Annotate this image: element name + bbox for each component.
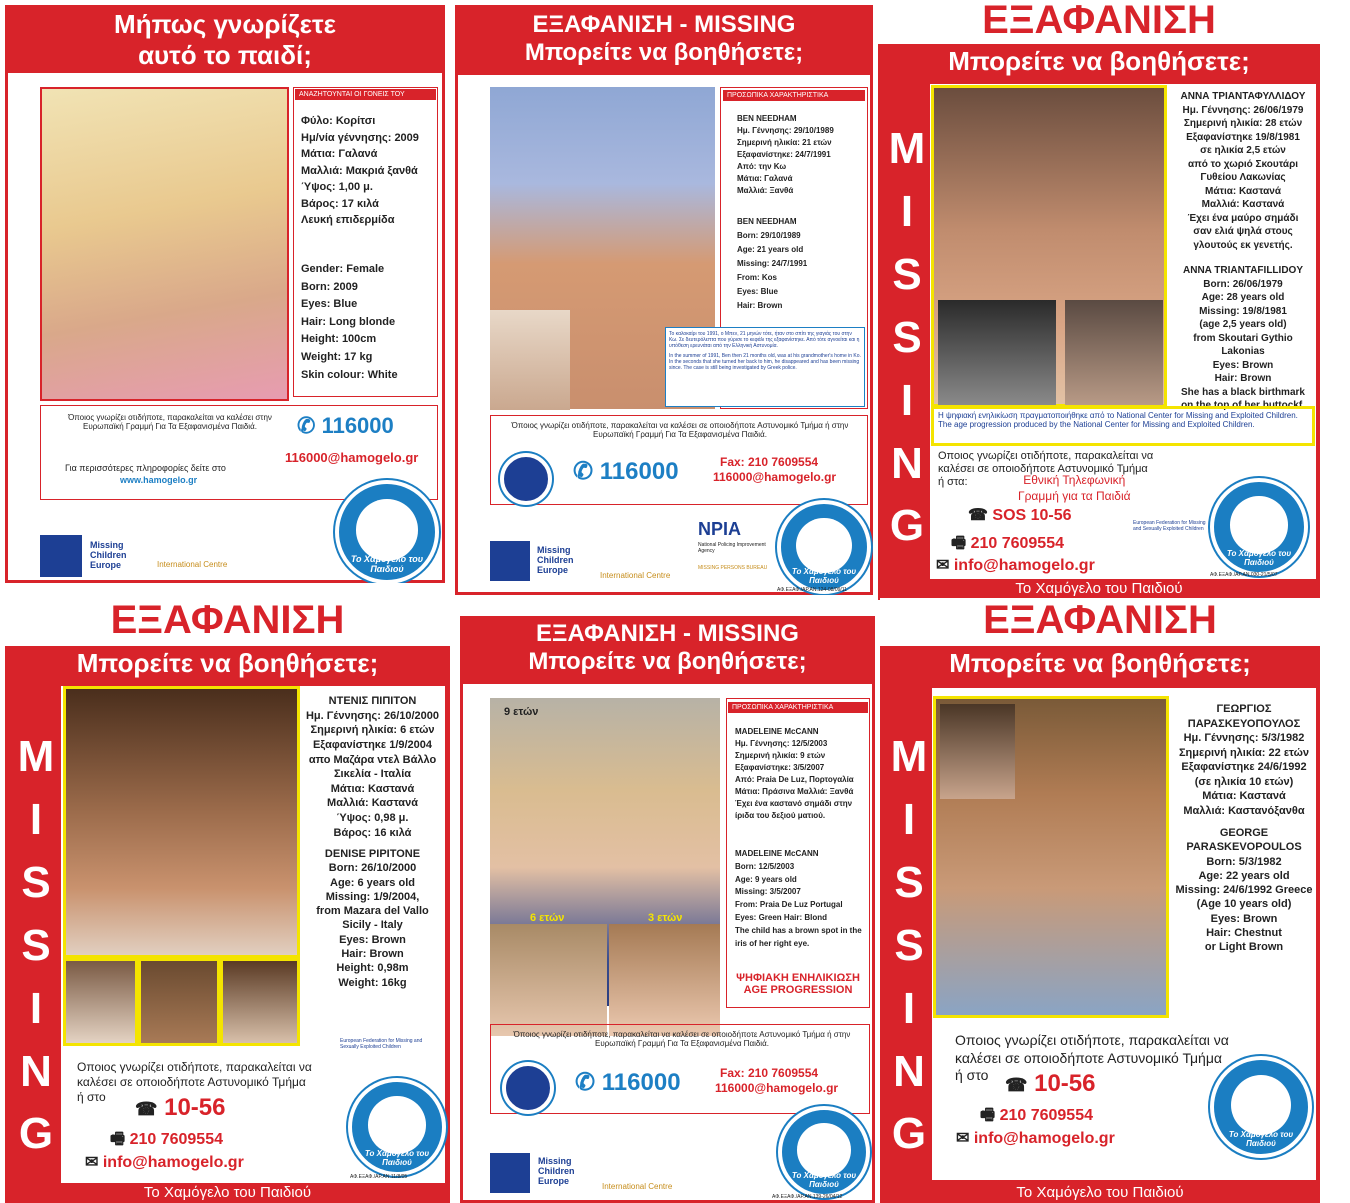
poster-5-header [460, 616, 875, 684]
poster-5-police-badge [502, 1062, 554, 1114]
poster-5-age-label-3: 3 ετών [648, 912, 683, 924]
puzzle-icon [40, 535, 82, 577]
poster-4-child-photo [63, 686, 300, 958]
poster-3-smile-logo: Το Χαμόγελο του Παιδιού [1210, 478, 1308, 576]
poster-2-story-greek: Το καλοκαίρι του 1991, ο Μπεν, 21 μηνών τότε, ήταν στο σπίτι της γιαγιάς του στην Κω. Σε δευτερόλεπτα που γύρισε το κεφάλι της εξαφανίστηκε. Από τότε αγνοείται και η υπόθεση ερευνάται από την Ελληνική Αστυνομία. [669, 331, 860, 349]
poster-6-photo-small [940, 704, 1015, 799]
poster-6-missing-vertical: M I S S I N G [890, 732, 928, 1159]
poster-1-contact-text: Όποιος γνωρίζει οτιδήποτε, παρακαλείται να καλέσει στην Ευρωπαϊκή Γραμμή Για Τα Εξαφανισμένα Παιδιά. [68, 413, 272, 431]
handset-icon: ✆ [297, 413, 316, 438]
poster-4-info-english: DENISE PIPITONE Born: 26/10/2000 Age: 6 years old Missing: 1/9/2004, from Mazara del Vallo Sicily - Italy Eyes: Brown Hair: Brown Height: 0,98m Weight: 16kg [316, 848, 429, 989]
poster-3-national-line: Εθνική Τηλεφωνική Γραμμή για τα Παιδιά [1018, 473, 1131, 503]
poster-6-sos[interactable]: ☎ 10-56 [1005, 1070, 1096, 1097]
poster-3-footer: Το Χαμόγελο του Παιδιού [1015, 580, 1183, 597]
poster-4-title-line2: Μπορείτε να βοηθήσετε; [76, 648, 379, 678]
poster-4-contact-text: Οποιος γνωρίζει οτιδήποτε, παρακαλείται να καλέσει σε οποιοδήποτε Αστυνομικό Τμήμα ή στο [77, 1060, 312, 1104]
poster-4-footer: Το Χαμόγελο του Παιδιού [143, 1184, 312, 1201]
poster-2-mce-logo: Missing Children Europe [537, 545, 574, 575]
poster-2-email-link[interactable]: 116000@hamogelo.gr [713, 470, 837, 484]
poster-6-title-line2: Μπορείτε να βοηθήσετε; [949, 648, 1251, 678]
smile-face-icon [368, 1096, 426, 1154]
poster-3-photo-small-1 [938, 300, 1056, 405]
poster-2-hotline[interactable]: ✆ 116000 [573, 458, 679, 485]
poster-6-fax: 🖷 210 7609554 [980, 1107, 1093, 1124]
poster-3-sos[interactable]: ☎ SOS 10-56 [968, 507, 1072, 524]
poster-4-title-line1: ΕΞΑΦΑΝΙΣΗ [110, 598, 345, 642]
poster-5-mce-logo: Missing Children Europe [538, 1156, 575, 1186]
poster-5-code: ΑΦ.ΕΞΑΦ./ΑΡ.ΑΝ.139-26/04/12 [772, 1194, 843, 1200]
poster-2-police-badge [500, 453, 552, 505]
poster-5-hotline[interactable]: ✆ 116000 [575, 1069, 681, 1096]
poster-2-npia-sub: National Policing Improvement Agency [698, 542, 766, 554]
handset-icon: ✆ [573, 458, 594, 485]
poster-3-contact-text: Οποιος γνωρίζει οτιδήποτε, παρακαλείται να καλέσει σε οποιοδήποτε Αστυνομικό Τμήμα ή στα: [938, 450, 1154, 489]
poster-5-title-line2: Μπορείτε να βοηθήσετε; [528, 648, 807, 675]
poster-4-info-greek: ΝΤΕΝΙΣ ΠΙΠΙΤΟΝ Ημ. Γέννησης: 26/10/2000 Σημερινή ηλικία: 6 ετών Εξαφανίστηκε 1/9/2004 απο Μαζάρα ντελ Βάλλο Σικελία - Ιταλία Μάτια: Καστανά Μαλλιά: Καστανά Ύψος: 0,98 μ. Βάρος: 16 κιλά [305, 695, 440, 839]
poster-3-title-line1: ΕΞΑΦΑΝΙΣΗ [982, 0, 1216, 42]
poster-4-sos[interactable]: ☎ 10-56 [135, 1094, 226, 1121]
mail-icon: ✉ [936, 557, 950, 574]
poster-5-info-header: ΠΡΟΣΩΠΙΚΑ ΧΑΡΑΚΤΗΡΙΣΤΙΚΑ [728, 702, 868, 713]
poster-6-info-greek: ΓΕΩΡΓΙΟΣ ΠΑΡΑΣΚΕΥΟΠΟΥΛΟΣ Ημ. Γέννησης: 5/3/1982 Σημερινή ηλικία: 22 ετών Εξαφανίστηκε 24/6/1992 (σε ηλικία 10 ετών) Μάτια: Καστανά Μαλλιά: Καστανόξανθα [1178, 703, 1310, 817]
poster-3-age-progression-note: Η ψηφιακή ενηλικίωση πραγματοποιήθηκε από το National Center for Missing and Exploited Children. The age progression produced by the National Center for Missing and Exploited Children. [931, 406, 1315, 446]
poster-4-photo-small-3 [220, 958, 300, 1046]
poster-4-missing-vertical: M I S S I N G [17, 732, 55, 1159]
smile-face-icon [796, 518, 851, 573]
poster-1-smile-logo: Το Χαμόγελο του Παιδιού [335, 480, 439, 583]
poster-4-code: ΑΦ.ΕΞΑΦ./ΑΡ.ΑΝ.11/8/05 [350, 1174, 408, 1180]
mail-icon: ✉ [956, 1130, 970, 1147]
fax-icon: 🖷 [951, 535, 967, 552]
poster-3-code: ΑΦ.ΕΞΑΦ./ΑΡ.ΑΝ.030-21/5/07 [1210, 572, 1278, 578]
poster-1-more-info: Για περισσότερες πληροφορίες δείτε στο [65, 463, 226, 473]
poster-5-age-label-6: 6 ετών [530, 912, 565, 924]
poster-3-info-english: ANNA TRIANTAFILLIDOY Born: 26/06/1979 Age: 28 years old Missing: 19/8/1981 (age 2,5 years old) from Skoutari Gythio Lakonias Eyes: Brown Hair: Brown She has a black birthmark on the top of her buttockf. [1181, 265, 1305, 411]
fax-icon: 🖷 [110, 1131, 126, 1148]
poster-2-code: ΑΦ.ΕΞΑΦ./ΑΡ.ΑΝ.124-08/09/11 [777, 587, 847, 593]
poster-1-email-link[interactable]: 116000@hamogelo.gr [285, 450, 419, 465]
smile-face-icon [356, 499, 417, 560]
poster-2-info-english: BEN NEEDHAM Born: 29/10/1989 Age: 21 years old Missing: 24/7/1991 From: Kos Eyes: Blue Hair: Brown [737, 217, 808, 310]
poster-6-smile-logo: Το Χαμόγελο του Παιδιού [1210, 1056, 1312, 1158]
poster-3-photo-small-2 [1065, 300, 1163, 405]
poster-5-age-label-main: 9 ετών [504, 706, 539, 718]
poster-1-info-greek: Φύλο: Κορίτσι Ημ/νία γέννησης: 2009 Μάτια: Γαλανά Μαλλιά: Μακριά ξανθά Ύψος: 1,00 μ. Βάρος: 17 κιλά Λευκή επιδερμίδα [301, 115, 419, 226]
poster-1-icmec-logo: International Centre [157, 560, 228, 569]
poster-5-info-english: MADELEINE McCANN Born: 12/5/2003 Age: 9 years old Missing: 3/5/2007 From: Praia De Luz Portugal Eyes: Green Hair: Blond The child has a brown spot in the iris of her right eye. [735, 849, 862, 948]
poster-1-info-english: Gender: Female Born: 2009 Eyes: Blue Hair: Long blonde Height: 100cm Weight: 17 kg Skin colour: White [301, 263, 398, 381]
poster-4-photo-small-1 [63, 958, 138, 1046]
poster-1-header [5, 5, 445, 73]
poster-2-toddler-photo [490, 310, 570, 410]
poster-5-title-line1: ΕΞΑΦΑΝΙΣΗ - MISSING [536, 620, 799, 647]
poster-4-photo-small-2 [138, 958, 220, 1046]
poster-2-npia-logo: NPIA [698, 519, 742, 539]
fax-icon: 🖷 [980, 1107, 996, 1124]
poster-6 [880, 598, 1320, 1203]
poster-4-email-link[interactable]: ✉ info@hamogelo.gr [85, 1154, 244, 1171]
poster-3-title-line2: Μπορείτε να βοηθήσετε; [948, 46, 1250, 76]
smile-face-icon [1231, 1075, 1291, 1135]
poster-5-fax: Fax: 210 7609554 [720, 1066, 819, 1080]
poster-6-footer: Το Χαμόγελο του Παιδιού [1016, 1184, 1184, 1201]
poster-2-story-box [665, 327, 865, 407]
poster-5-info-greek: MADELEINE McCANN Ημ. Γέννησης: 12/5/2003 Σημερινή ηλικία: 9 ετών Εξαφανίστηκε: 3/5/2007 Από: Praia De Luz, Πορτογαλία Μάτια: Πράσινα Μαλλιά: Ξανθά Έχει ένα καστανό σημάδι στην ίριδα του δεξιού ματιού. [735, 727, 854, 820]
poster-3-efm-logo: European Federation for Missing and Sexually Exploited Children [1133, 520, 1206, 532]
phone-icon: ☎ [135, 1099, 158, 1119]
poster-5-age-progression-label: ΨΗΦΙΑΚΗ ΕΝΗΛΙΚΙΩΣΗ AGE PROGRESSION [736, 972, 860, 996]
poster-5 [460, 616, 875, 1203]
poster-4 [5, 598, 450, 1203]
poster-1-hotline[interactable]: ✆ 116000 [297, 413, 394, 438]
poster-1-info-header: ΑΝΑΖΗΤΟΥΝΤΑΙ ΟΙ ΓΟΝΕΙΣ ΤΟΥ [295, 89, 436, 100]
poster-4-efm-logo: European Federation for Missing and Sexually Exploited Children [340, 1038, 423, 1050]
poster-1 [5, 5, 445, 583]
poster-1-site-link[interactable]: www.hamogelo.gr [120, 475, 198, 485]
poster-3 [878, 0, 1320, 600]
poster-5-email-link[interactable]: 116000@hamogelo.gr [715, 1081, 839, 1095]
poster-2-contact-text: Όποιος γνωρίζει οτιδήποτε, παρακαλείται να καλέσει σε οποιοδήποτε Αστυνομικό Τμήμα ή στην Ευρωπαϊκή Γραμμή Για Τα Εξαφανισμένα Παιδιά. [511, 421, 849, 439]
poster-2-icmec-logo: International Centre [600, 571, 671, 580]
poster-4-smile-logo: Το Χαμόγελο του Παιδιού [348, 1078, 446, 1176]
smile-face-icon [1230, 496, 1288, 554]
phone-icon: ☎ [1005, 1075, 1028, 1095]
poster-4-fax: 🖷 210 7609554 [110, 1131, 223, 1148]
mail-icon: ✉ [85, 1154, 99, 1171]
poster-2-smile-logo: Το Χαμόγελο του Παιδιού [777, 500, 871, 594]
poster-3-email-link[interactable]: ✉ info@hamogelo.gr [936, 557, 1095, 574]
poster-5-contact-text: Όποιος γνωρίζει οτιδήποτε, παρακαλείται να καλέσει σε οποιοδήποτε Αστυνομικό Τμήμα ή στην Ευρωπαϊκή Γραμμή Για Τα Εξαφανισμένα Παιδιά. [513, 1030, 851, 1048]
poster-5-smile-logo: Το Χαμόγελο του Παιδιού [778, 1106, 870, 1198]
poster-1-title-line1: Μήπως γνωρίζετε [114, 9, 336, 39]
poster-1-title-line2: αυτό το παιδί; [138, 40, 312, 70]
poster-3-missing-vertical: M I S S I N G [888, 124, 926, 551]
poster-1-child-photo [40, 87, 289, 401]
poster-2-info-header: ΠΡΟΣΩΠΙΚΑ ΧΑΡΑΚΤΗΡΙΣΤΙΚΑ [723, 90, 865, 101]
poster-2-fax: Fax: 210 7609554 [720, 455, 819, 469]
poster-2 [455, 5, 873, 595]
phone-icon: ☎ [968, 507, 988, 524]
poster-2-title-line1: ΕΞΑΦΑΝΙΣΗ - MISSING [532, 11, 796, 38]
poster-2-header [455, 5, 873, 75]
poster-5-photo-age-3 [609, 924, 720, 1036]
poster-5-icmec-logo: International Centre [602, 1182, 673, 1191]
handset-icon: ✆ [575, 1069, 596, 1096]
poster-3-fax: 🖷 210 7609554 [951, 535, 1064, 552]
poster-2-story-english: In the summer of 1991, Ben then 21 months old, was at his grandmother's home in Ko. In the seconds that she turned her back to him, he disappeared and has been missing since. The case is still being investigated by Greek police. [669, 353, 861, 371]
poster-3-info-greek: ΑΝΝΑ ΤΡΙΑΝΤΑΦΥΛΛΙΔΟΥ Ημ. Γέννησης: 26/06/1979 Σημερινή ηλικία: 28 ετών Εξαφανίστηκε 19/8/1981 σε ηλικία 2,5 ετών από το χωριό Σκουτάρι Γυθείου Λακωνίας Μάτια: Καστανά Μαλλιά: Καστανά Έχει ένα μαύρο σημάδι σαν ελιά ψηλά στους γλουτούς εκ γενετής. [1180, 91, 1306, 251]
poster-5-photo-age-6 [490, 924, 607, 1036]
poster-6-email-link[interactable]: ✉ info@hamogelo.gr [956, 1130, 1115, 1147]
poster-6-contact-text: Οποιος γνωρίζει οτιδήποτε, παρακαλείται να καλέσει σε οποιοδήποτε Αστυνομικό Τμήμα ή στο [955, 1032, 1229, 1083]
puzzle-icon [490, 541, 530, 581]
poster-1-mce-logo: Missing Children Europe [90, 540, 127, 570]
smile-face-icon [797, 1123, 851, 1177]
puzzle-icon [490, 1153, 530, 1193]
poster-6-title-line1: ΕΞΑΦΑΝΙΣΗ [983, 598, 1217, 642]
poster-2-title-line2: Μπορείτε να βοηθήσετε; [524, 39, 804, 66]
poster-2-bureau: MISSING PERSONS BUREAU [698, 565, 768, 571]
poster-2-info-greek: BEN NEEDHAM Ημ. Γέννησης: 29/10/1989 Σημερινή ηλικία: 21 ετών Εξαφανίστηκε: 24/7/1991 Από: την Κω Μάτια: Γαλανά Μαλλιά: Ξανθά [737, 114, 834, 195]
poster-6-info-english: GEORGE PARASKEVOPOULOS Born: 5/3/1982 Age: 22 years old Missing: 24/6/1992 Greece (Age 10 years old) Eyes: Brown Hair: Chestnut or Light Brown [1175, 827, 1313, 954]
